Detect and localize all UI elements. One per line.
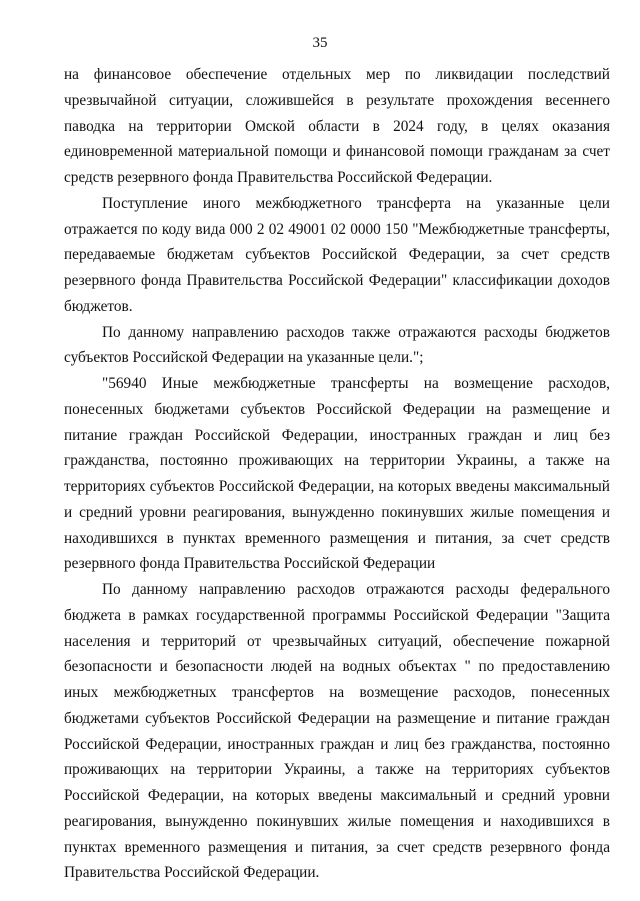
paragraph-code-56940: "56940 Иные межбюджетные трансферты на возмещение расходов, понесенных бюджетами субъектов Российской Федерации на размещение и питание граждан Российской Федерации, иностранных граждан и лиц без гражданства, постоянно проживающих на территории Украины, а также на территориях субъектов Российской Федерации, на которых введены максимальный и средний уровни реагирования, вынужденно покинувших жилые помещения и находившихся в пунктах временного размещения и питания, за счет средств резервного фонда Правительства Российской Федерации: [64, 375, 610, 573]
paragraph-federal-expenses: По данному направлению расходов отражаются расходы федерального бюджета в рамках государственной программы Российской Федерации "Защита населения и территорий от чрезвычайных ситуаций, обеспечение пожарной безопасности и безопасности людей на водных объектах " по предоставлению иных межбюджетных трансфертов на возмещение расходов, понесенных бюджетами субъектов Российской Федерации на размещение и питание граждан Российской Федерации, иностранных граждан и лиц без гражданства, постоянно проживающих на территории Украины, а также на территориях субъектов Российской Федерации, на которых введены максимальный и средний уровни реагирования, вынужденно покинувших жилые помещения и находившихся в пунктах временного размещения и питания, за счет средств резервного фонда Правительства Российской Федерации.: [64, 581, 610, 882]
page-number: 35: [312, 35, 328, 51]
document-body: [64, 62, 610, 886]
paragraph-continuation: на финансовое обеспечение отдельных мер по ликвидации последствий чрезвычайной ситуации, сложившейся в результате прохождения весеннего паводка на территории Омской области в 2024 году, в целях оказания единовременной материальной помощи и финансовой помощи гражданам за счет средств резервного фонда Правительства Российской Федерации.: [64, 66, 610, 186]
paragraph-expenses-note: По данному направлению расходов также отражаются расходы бюджетов субъектов Российской Федерации на указанные цели.";: [64, 323, 610, 367]
paragraph-receipt-code: Поступление иного межбюджетного трансферта на указанные цели отражается по коду вида 000 2 02 49001 02 0000 150 "Межбюджетные трансферты, передаваемые бюджетам субъектов Российской Федерации, за счет средств резервного фонда Правительства Российской Федерации" классификации доходов бюджетов.: [64, 194, 610, 315]
